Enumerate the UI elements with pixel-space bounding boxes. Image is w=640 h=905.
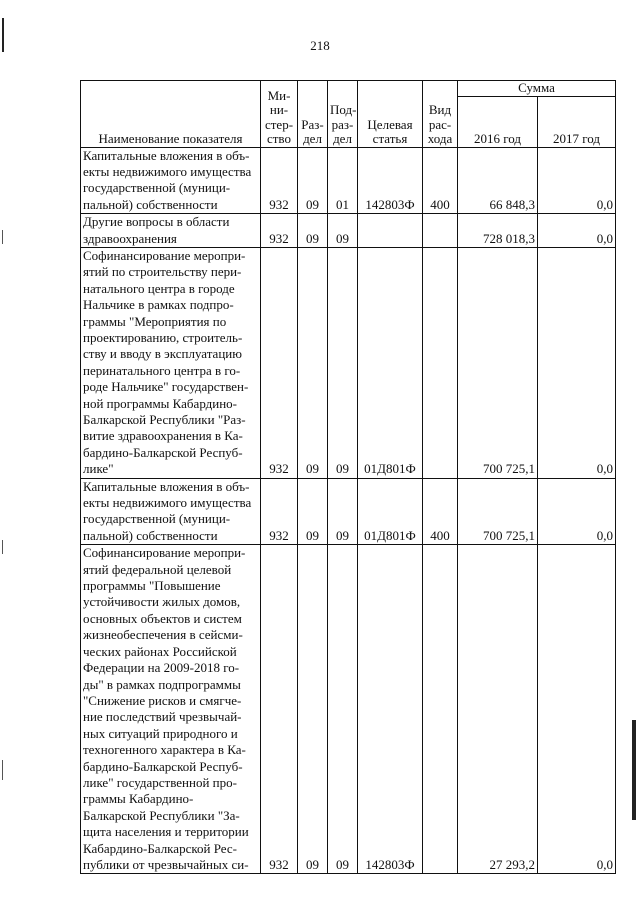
scan-mark-edge [2,230,3,244]
row-section: 09 [298,545,328,874]
table-row [81,247,616,478]
row-name: Софинансирование меропри- ятий по строительству пери- натального центра в городе Нальчике в рамках подпро- граммы "Мероприятия по проектированию, строитель- ству и вводу в эксплуатацию перинатального центра в го- роде Нальчике" государствен- ной программы Кабардино- Балкарской Республики "Раз- витие здравоохранения в Ка- бардино-Балкарской Респуб- лике" [81,247,261,478]
scan-mark-edge [2,540,3,554]
row-ministry: 932 [261,247,298,478]
row-sum-2016: 27 293,2 [458,545,538,874]
header-expense-type: Вид рас- хода [423,81,458,148]
table-row [81,214,616,248]
row-ministry: 932 [261,214,298,248]
row-ministry: 932 [261,478,298,545]
row-section: 09 [298,247,328,478]
row-expense-type [423,214,458,248]
header-name: Наименование показателя [81,81,261,148]
row-section: 09 [298,214,328,248]
row-sum-2017: 0,0 [538,147,616,214]
row-target: 01Д801Ф [358,478,423,545]
row-section: 09 [298,147,328,214]
row-name: Софинансирование меропри- ятий федеральной целевой программы "Повышение устойчивости жилых домов, основных объектов и систем жизнеобеспечения в сейсми- ческих районах Российской Федерации на 2009-2018 го- ды" в рамках подпрограммы "Снижение рисков и смягче- ние последствий чрезвычай- ных ситуаций природного и техногенного характера в Ка- бардино-Балкарской Респуб- лике" государственной про- граммы Кабардино- Балкарской Республики "За- щита населения и территории Кабардино-Балкарской Рес- публики от чрезвычайных си- [81,545,261,874]
row-expense-type: 400 [423,147,458,214]
row-sum-2017: 0,0 [538,247,616,478]
row-ministry: 932 [261,545,298,874]
header-year-2016: 2016 год [458,96,538,147]
row-subsection: 09 [328,478,358,545]
row-sum-2016: 700 725,1 [458,478,538,545]
row-sum-2016: 700 725,1 [458,247,538,478]
row-target: 142803Ф [358,147,423,214]
row-target: 142803Ф [358,545,423,874]
page-number: 218 [310,38,330,53]
row-expense-type: 400 [423,478,458,545]
table-row [81,545,616,874]
row-sum-2017: 0,0 [538,478,616,545]
row-subsection: 01 [328,147,358,214]
row-subsection: 09 [328,214,358,248]
header-section: Раз- дел [298,81,328,148]
table-row [81,478,616,545]
row-subsection: 09 [328,545,358,874]
row-sum-2016: 728 018,3 [458,214,538,248]
row-expense-type [423,545,458,874]
header-subsection: Под- раз- дел [328,81,358,148]
row-name: Капитальные вложения в объ- екты недвижимого имущества государственной (муници- пальной) собственности [81,478,261,545]
row-sum-2016: 66 848,3 [458,147,538,214]
row-sum-2017: 0,0 [538,545,616,874]
row-subsection: 09 [328,247,358,478]
budget-table [80,80,616,874]
row-section: 09 [298,478,328,545]
row-ministry: 932 [261,147,298,214]
header-sum: Сумма [458,81,616,97]
scan-mark-edge [2,760,3,780]
row-sum-2017: 0,0 [538,214,616,248]
header-target: Целевая статья [358,81,423,148]
scan-mark-right [632,720,636,820]
row-name: Капитальные вложения в объ- екты недвижимого имущества государственной (муници- пальной) собственности [81,147,261,214]
row-name: Другие вопросы в области здравоохранения [81,214,261,248]
header-year-2017: 2017 год [538,96,616,147]
row-target: 01Д801Ф [358,247,423,478]
row-target [358,214,423,248]
table-row [81,147,616,214]
header-ministry: Ми- ни- стер- ство [261,81,298,148]
row-expense-type [423,247,458,478]
